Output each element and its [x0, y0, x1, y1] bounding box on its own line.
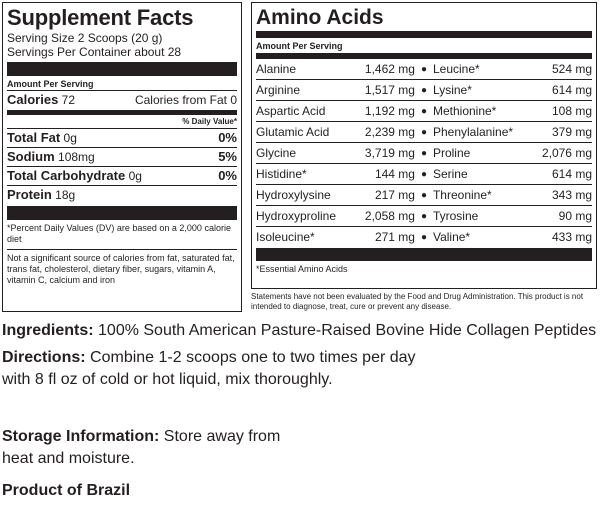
nutrient-name: Sodium [7, 149, 55, 164]
amino-acid-row [256, 80, 592, 101]
amino-acid-row [256, 101, 592, 122]
amino-acid-amount: 1,517 mg [354, 80, 417, 101]
nutrient-name: Total Carbohydrate [7, 168, 126, 183]
amino-acid-name: Proline [431, 143, 531, 164]
amino-acid-name: Aspartic Acid [256, 101, 354, 122]
directions-label: Directions: [2, 349, 86, 366]
nutrient-dv: 5% [218, 149, 237, 164]
amino-acid-amount: 108 mg [531, 101, 592, 122]
divider-thick [7, 206, 237, 220]
amino-acids-panel [251, 2, 597, 289]
amino-acid-amount: 524 mg [531, 59, 592, 80]
supplement-facts-title: Supplement Facts [7, 5, 194, 30]
amino-acid-amount: 144 mg [354, 164, 417, 185]
amino-acids-table [256, 58, 592, 248]
nutrient-amount: 18g [55, 188, 76, 202]
amino-acid-name: Glycine [256, 143, 354, 164]
calories-value: 72 [61, 93, 76, 107]
bullet-separator: ● [417, 227, 431, 248]
fda-disclaimer: Statements have not been evaluated by the Food and Drug Administration. This product is not intended to diagnose, treat, cure or prevent any disease. [251, 292, 584, 311]
directions-section [2, 347, 422, 391]
daily-value-header: % Daily Value* [182, 117, 237, 126]
amino-acid-row [256, 122, 592, 143]
amino-acid-row [256, 185, 592, 206]
amino-acid-row [256, 164, 592, 185]
serving-size: Serving Size 2 Scoops (20 g) [7, 31, 163, 45]
nutrient-amount: 108mg [58, 150, 95, 164]
amino-acid-amount: 90 mg [531, 206, 592, 227]
amino-acid-name: Histidine* [256, 164, 354, 185]
nutrient-name: Total Fat [7, 130, 61, 145]
calories-from-fat: Calories from Fat 0 [134, 93, 237, 107]
nutrient-row [7, 185, 237, 204]
nutrient-name: Protein [7, 187, 52, 202]
directions-text: Combine 1-2 scoops one to two times per day with 8 fl oz of cold or hot liquid, mix thoroughly. [2, 349, 416, 388]
supplement-facts-panel [2, 2, 242, 312]
amino-acid-amount: 1,192 mg [354, 101, 417, 122]
servings-per-container: Servings Per Container about 28 [7, 45, 182, 59]
amino-acid-name: Glutamic Acid [256, 122, 354, 143]
amino-acid-name: Lysine* [431, 80, 531, 101]
amino-acid-name: Methionine* [431, 101, 531, 122]
amino-amount-per-serving-label: Amount Per Serving [256, 41, 343, 51]
amino-acid-amount: 614 mg [531, 164, 592, 185]
amino-acid-name: Serine [431, 164, 531, 185]
amino-acids-title: Amino Acids [256, 6, 384, 29]
nutrient-amount: 0g [128, 169, 142, 183]
storage-section [2, 426, 302, 470]
amino-acid-amount: 343 mg [531, 185, 592, 206]
amino-acid-row [256, 143, 592, 164]
calories-label: Calories [7, 92, 59, 107]
amino-acid-name: Isoleucine* [256, 227, 354, 248]
bullet-separator: ● [417, 164, 431, 185]
nutrient-dv: 0% [218, 168, 237, 183]
amino-acid-name: Threonine* [431, 185, 531, 206]
ingredients-label: Ingredients: [2, 322, 94, 339]
essential-amino-acids-note: *Essential Amino Acids [256, 263, 348, 274]
storage-label: Storage Information: [2, 428, 160, 445]
nutrient-amount: 0g [63, 131, 77, 145]
amino-acid-row [256, 227, 592, 248]
amino-acid-name: Phenylalanine* [431, 122, 531, 143]
calories-row [7, 91, 237, 110]
nutrient-row [7, 147, 237, 166]
amino-acid-amount: 2,239 mg [354, 122, 417, 143]
storage-text: Store away from heat and moisture. [2, 428, 281, 467]
bullet-separator: ● [417, 206, 431, 227]
bullet-separator: ● [417, 185, 431, 206]
bullet-separator: ● [417, 122, 431, 143]
amino-acid-name: Arginine [256, 80, 354, 101]
bullet-separator: ● [417, 143, 431, 164]
bullet-separator: ● [417, 59, 431, 80]
amino-acid-amount: 379 mg [531, 122, 592, 143]
amino-acid-row [256, 59, 592, 80]
amino-acid-amount: 271 mg [354, 227, 417, 248]
daily-value-footnote: *Percent Daily Values (DV) are based on a 2,000 calorie diet [7, 223, 231, 244]
amino-acid-name: Tyrosine [431, 206, 531, 227]
amino-acid-amount: 2,058 mg [354, 206, 417, 227]
bullet-separator: ● [417, 101, 431, 122]
divider-thick [7, 62, 237, 76]
nutrient-row [7, 128, 237, 147]
amino-acid-name: Hydroxyproline [256, 206, 354, 227]
amino-acid-amount: 2,076 mg [531, 143, 592, 164]
amino-acid-amount: 217 mg [354, 185, 417, 206]
amino-acid-name: Leucine* [431, 59, 531, 80]
ingredients-text: 100% South American Pasture-Raised Bovine Hide Collagen Peptides [98, 322, 597, 339]
ingredients-section [2, 320, 600, 342]
amino-acid-amount: 3,719 mg [354, 143, 417, 164]
bullet-separator: ● [417, 80, 431, 101]
amino-acid-name: Hydroxylysine [256, 185, 354, 206]
amino-acid-name: Alanine [256, 59, 354, 80]
nutrient-row [7, 166, 237, 185]
amino-acid-amount: 433 mg [531, 227, 592, 248]
amino-acid-row [256, 206, 592, 227]
amino-acid-name: Valine* [431, 227, 531, 248]
amino-acid-amount: 614 mg [531, 80, 592, 101]
divider-thick [256, 248, 592, 261]
product-origin: Product of Brazil [2, 482, 131, 499]
amount-per-serving-label: Amount Per Serving [7, 79, 94, 89]
not-significant-source-note: Not a significant source of calories from fat, saturated fat, trans fat, cholesterol, dietary fiber, sugars, vitamin A, vitamin C, calcium and iron [7, 253, 235, 285]
divider-thick [256, 31, 592, 38]
amino-acid-amount: 1,462 mg [354, 59, 417, 80]
nutrient-dv: 0% [218, 130, 237, 145]
